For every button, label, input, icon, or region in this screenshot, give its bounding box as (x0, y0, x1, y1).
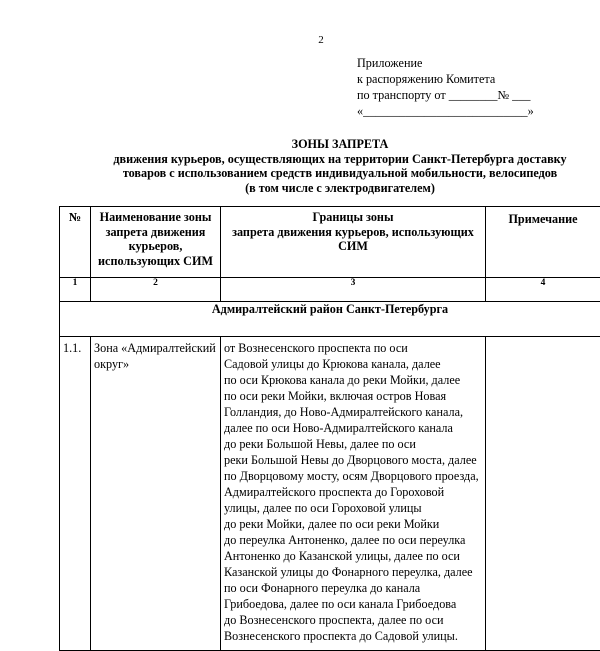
title-line: движения курьеров, осуществляющих на территории Санкт-Петербурга доставку (70, 152, 600, 167)
header-boundaries-line: запрета движения курьеров, использующих (221, 225, 485, 240)
title-line: товаров с использованием средств индивидуальной мобильности, велосипедов (70, 166, 600, 181)
boundary-line: до реки Большой Невы, далее по оси (224, 436, 485, 452)
zones-table (59, 206, 600, 651)
boundary-line: по оси реки Мойки, включая остров Новая (224, 388, 485, 404)
boundary-line: Грибоедова, далее по оси канала Грибоедова (224, 596, 485, 612)
appendix-line: Приложение (357, 55, 534, 71)
table-header-row (60, 207, 600, 278)
column-number: 3 (221, 278, 486, 302)
zone-name-line: округ» (94, 356, 220, 372)
header-zone-name-line: курьеров, (91, 239, 220, 254)
boundary-line: Адмиралтейского проспекта до Гороховой (224, 484, 485, 500)
header-notes: Примечание (486, 207, 600, 278)
header-boundaries-line: СИМ (221, 239, 485, 254)
page-number: 2 (0, 34, 600, 46)
zone-name (91, 337, 221, 651)
zone-notes (486, 337, 600, 651)
header-number: № (60, 207, 91, 278)
boundary-line: Казанской улицы до Фонарного переулка, далее (224, 564, 485, 580)
boundary-line: по Дворцовому мосту, осям Дворцового проезда, (224, 468, 485, 484)
document-title (70, 137, 600, 195)
appendix-line: «___________________________» (357, 103, 534, 119)
district-row (60, 302, 600, 337)
boundary-line: от Вознесенского проспекта по оси (224, 340, 485, 356)
header-zone-name-line: использующих СИМ (91, 254, 220, 269)
boundary-line: Голландия, до Ново-Адмиралтейского канала, (224, 404, 485, 420)
boundary-line: Садовой улицы до Крюкова канала, далее (224, 356, 485, 372)
zone-number: 1.1. (60, 337, 91, 651)
zone-boundaries (221, 337, 486, 651)
district-name: Адмиралтейский район Санкт-Петербурга (60, 302, 600, 337)
header-zone-name-line: Наименование зоны (91, 210, 220, 225)
column-number: 1 (60, 278, 91, 302)
boundary-line: улицы, далее по оси Гороховой улицы (224, 500, 485, 516)
header-zone-name (91, 207, 221, 278)
appendix-line: к распоряжению Комитета (357, 71, 534, 87)
column-number: 4 (486, 278, 600, 302)
boundary-line: по оси Крюкова канала до реки Мойки, далее (224, 372, 485, 388)
header-boundaries (221, 207, 486, 278)
boundary-line: по оси Фонарного переулка до канала (224, 580, 485, 596)
boundary-line: Антоненко до Казанской улицы, далее по оси (224, 548, 485, 564)
boundary-line: до реки Мойки, далее по оси реки Мойки (224, 516, 485, 532)
title-line: (в том числе с электродвигателем) (70, 181, 600, 196)
appendix-block (357, 55, 534, 119)
boundary-line: до Вознесенского проспекта, далее по оси (224, 612, 485, 628)
header-zone-name-line: запрета движения (91, 225, 220, 240)
boundary-line: далее по оси Ново-Адмиралтейского канала (224, 420, 485, 436)
boundary-line: Вознесенского проспекта до Садовой улицы. (224, 628, 485, 644)
boundary-line: реки Большой Невы до Дворцового моста, далее (224, 452, 485, 468)
column-number-row (60, 278, 600, 302)
table-row (60, 337, 600, 651)
header-boundaries-line: Границы зоны (221, 210, 485, 225)
zone-name-line: Зона «Адмиралтейский (94, 340, 220, 356)
column-number: 2 (91, 278, 221, 302)
boundary-line: до переулка Антоненко, далее по оси переулка (224, 532, 485, 548)
title-line: ЗОНЫ ЗАПРЕТА (70, 137, 600, 152)
appendix-line: по транспорту от ________№ ___ (357, 87, 534, 103)
